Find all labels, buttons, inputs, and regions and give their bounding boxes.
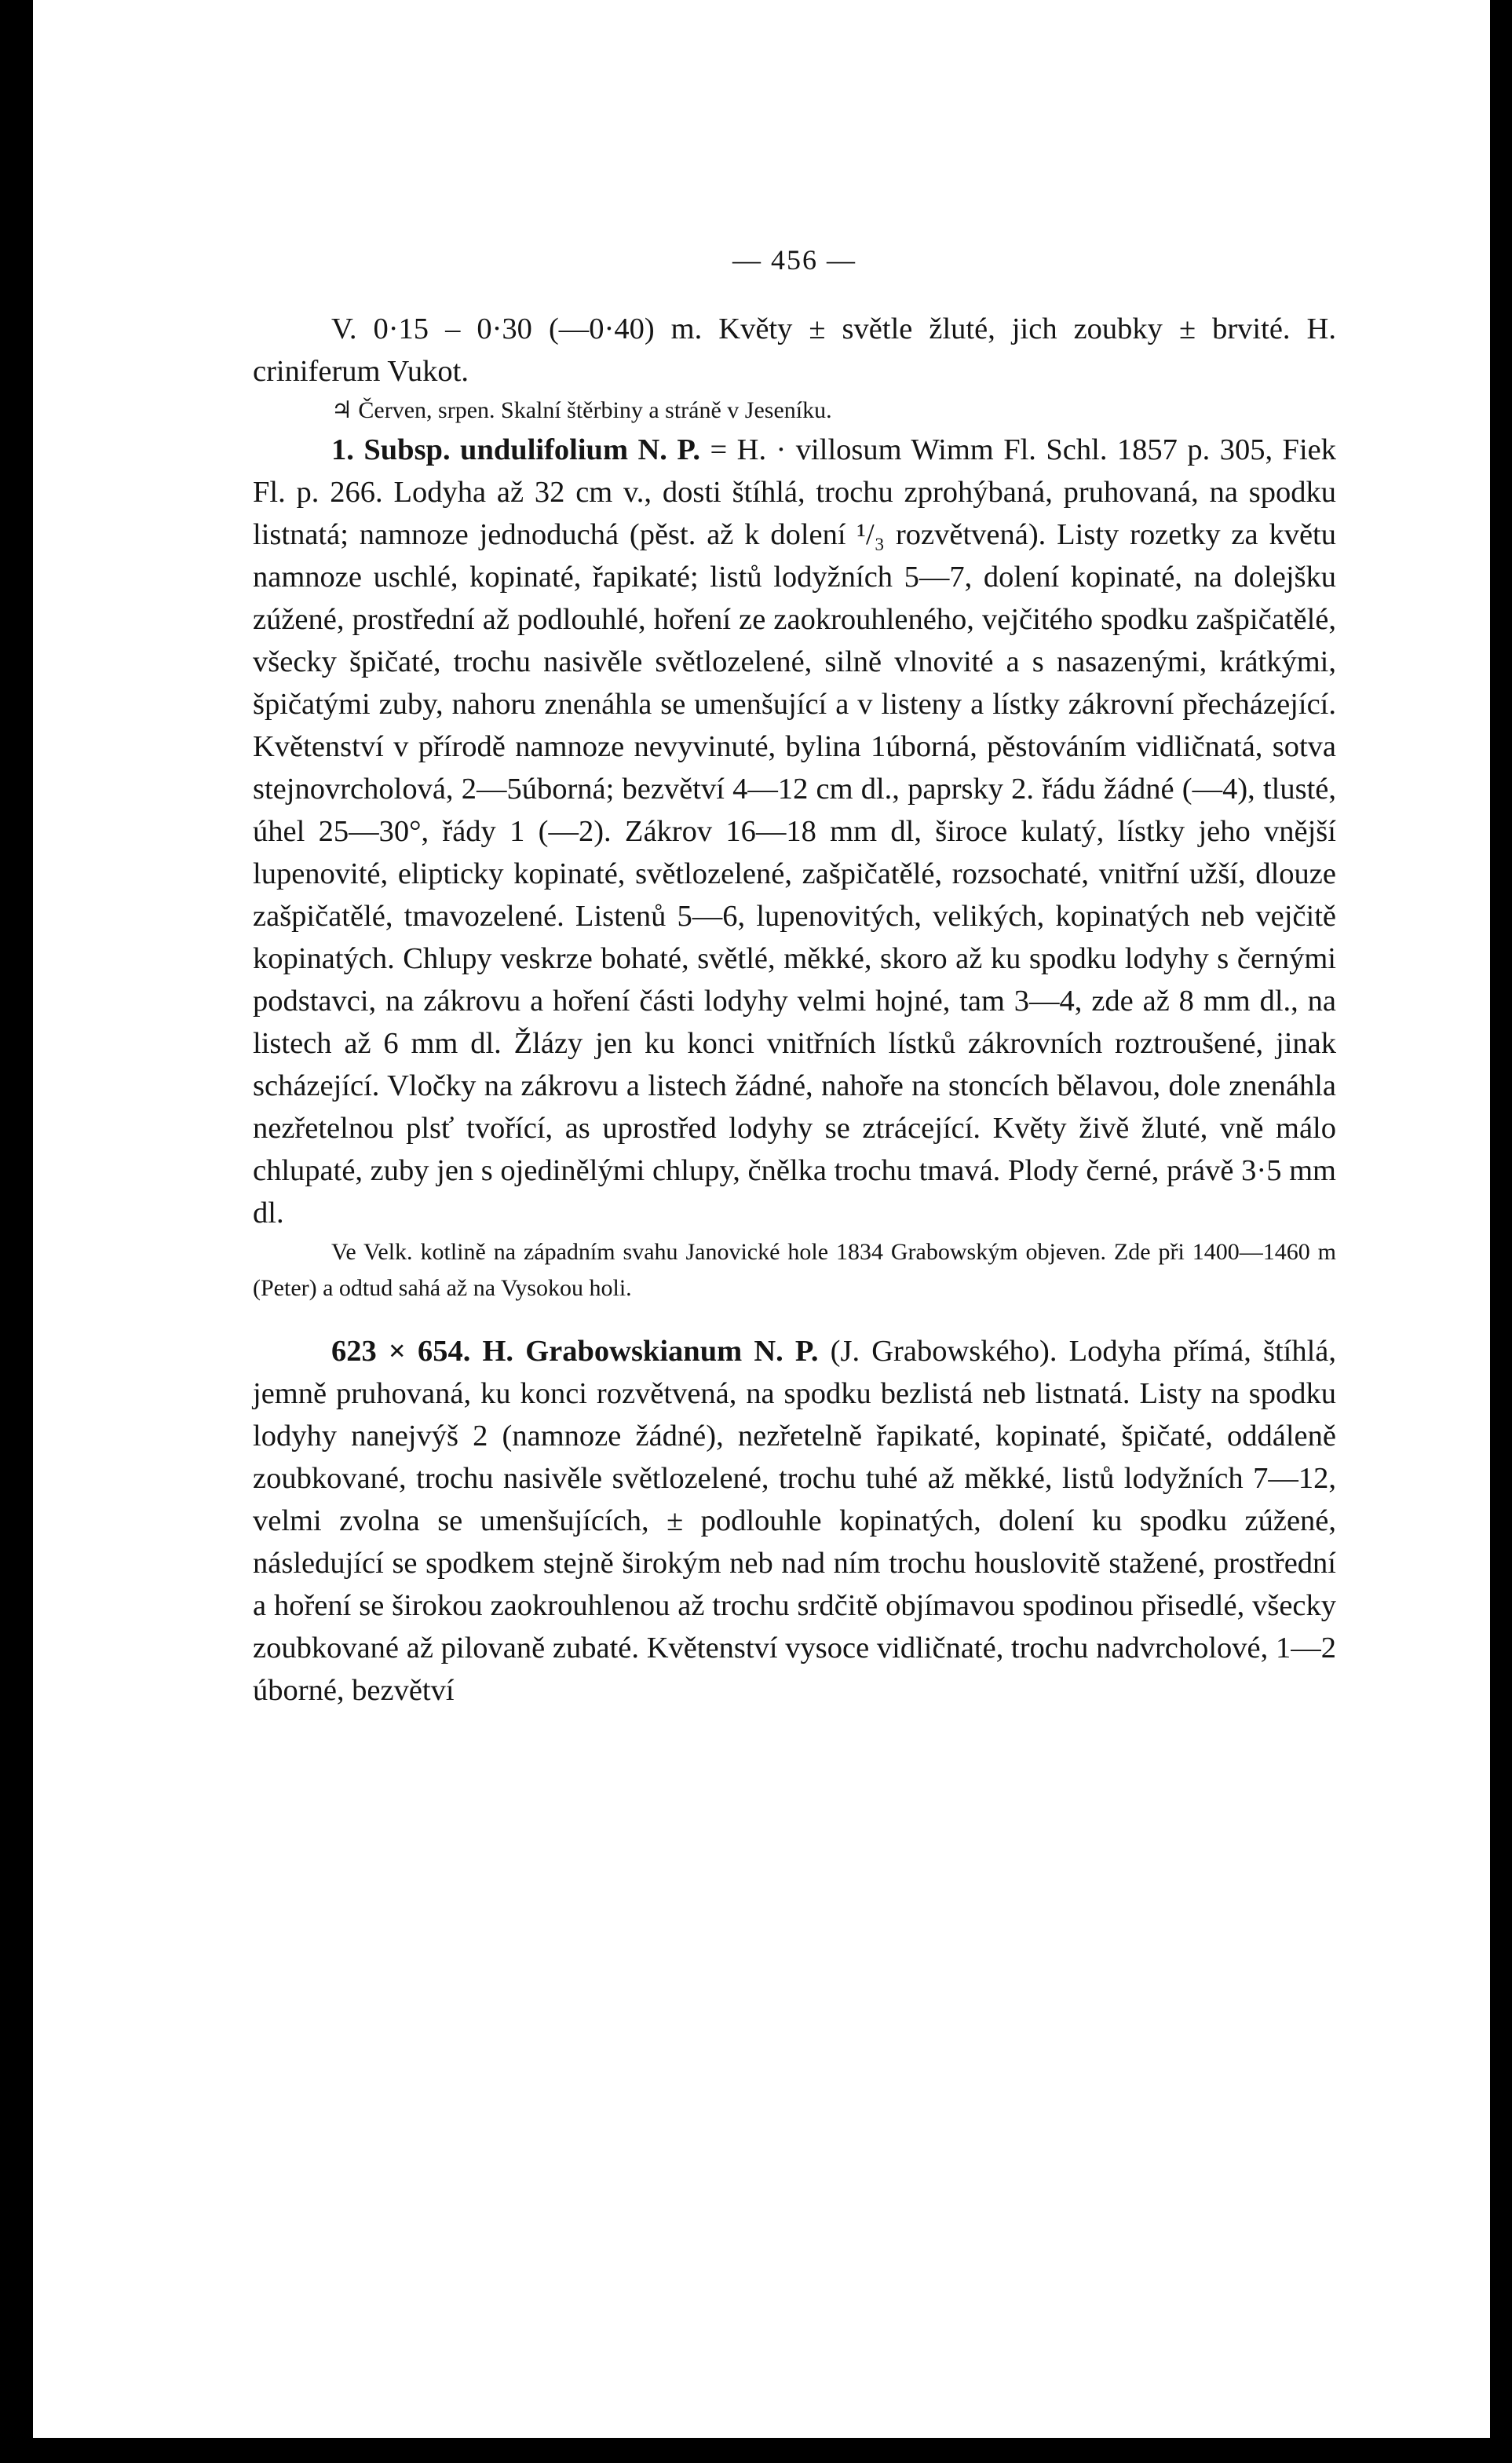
page-content [253, 243, 1336, 1712]
paragraph-subspecies-undulifolium [253, 429, 1336, 1234]
paragraph-description-end: V. 0·15 – 0·30 (—0·40) m. Květy ± světle žluté, jich zoubky ± brvité. H. criniferum Vukot. [253, 312, 1336, 388]
paragraph-grabowskianum [253, 1330, 1336, 1712]
paragraph-habitat: ♃ Červen, srpen. Skalní štěrbiny a stráně v Jeseníku. [331, 397, 832, 423]
paragraph-locality: Ve Velk. kotlině na západním svahu Janovické hole 1834 Grabowským objeven. Zde při 1400—1460 m (Peter) a odtud sahá až na Vysokou holi. [253, 1239, 1336, 1301]
page-number: — 456 — [732, 244, 856, 276]
scan-border-bottom [0, 2438, 1512, 2463]
species-heading: 623 × 654. H. Grabowskianum N. P. [331, 1335, 819, 1368]
scan-border-left [0, 0, 33, 2463]
subspecies-description: = H. · villosum Wimm Fl. Schl. 1857 p. 305, Fiek Fl. p. 266. Lodyha až 32 cm v., dosti štíhlá, trochu zprohýbaná, pruhovaná, na spodku listnatá; namnoze jednoduchá (pěst. až k dolení ¹/₃ rozvětvená). Listy rozetky za květu namnoze uschlé, kopinaté, řapikaté; listů lodyžních 5—7, dolení kopinaté, na dolejšku zúžené, prostřední až podlouhlé, hoření ze zaokrouhleného, vejčitého spodku zašpičatělé, všecky špičaté, trochu nasivěle světlozelené, silně vlnovité a s nasazenými, krátkými, špičatými zuby, nahoru znenáhla se umenšující a v listeny a lístky zákrovní přecházející. Květenství v přírodě namnoze nevyvinuté, bylina 1úborná, pěstováním vidličnatá, sotva stejnovrcholová, 2—5úborná; bezvětví 4—12 cm dl., paprsky 2. řádu žádné (—4), tlusté, úhel 25—30°, řády 1 (—2). Zákrov 16—18 mm dl, široce kulatý, lístky jeho vnější lupenovité, elipticky kopinaté, světlozelené, zašpičatělé, rozsochaté, vnitřní užší, dlouze zašpičatělé, tmavozelené. Listenů 5—6, lupenovitých, velikých, kopinatých neb vejčitě kopinatých. Chlupy veskrze bohaté, světlé, měkké, skoro až ku spodku lodyhy s černými podstavci, na zákrovu a hoření části lodyhy velmi hojné, tam 3—4, zde až 8 mm dl., na listech až 6 mm dl. Žlázy jen ku konci vnitřních lístků zákrovních roztroušené, jinak scházející. Vločky na zákrovu a listech žádné, nahoře na stoncích bělavou, dole znenáhla nezřetelnou plsť tvořící, as uprostřed lodyhy se ztrácející. Květy živě žluté, vně málo chlupaté, zuby jen s ojedinělými chlupy, čnělka trochu tmavá. Plody černé, právě 3·5 mm dl. [253, 433, 1336, 1230]
spacer [253, 1306, 1336, 1330]
subspecies-heading: 1. Subsp. undulifolium N. P. [331, 433, 700, 466]
scan-border-right [1490, 0, 1512, 2463]
species-description: (J. Grabowského). Lodyha přímá, štíhlá, jemně pruhovaná, ku konci rozvětvená, na spodku bezlistá neb listnatá. Listy na spodku lodyhy nanejvýš 2 (namnoze žádné), nezřetelně řapikaté, kopinaté, špičaté, oddáleně zoubkované, trochu nasivěle světlozelené, trochu tuhé až měkké, listů lodyžních 7—12, velmi zvolna se umenšujících, ± podlouhle kopinatých, dolení ku spodku zúžené, následující se spodkem stejně širokým neb nad ním trochu houslovitě stažené, prostřední a hoření se širokou zaokrouhlenou až trochu srdčitě objímavou spodinou přisedlé, všecky zoubkované až pilovaně zubaté. Květenství vysoce vidličnaté, trochu nadvrcholové, 1—2 úborné, bezvětví [253, 1335, 1336, 1707]
